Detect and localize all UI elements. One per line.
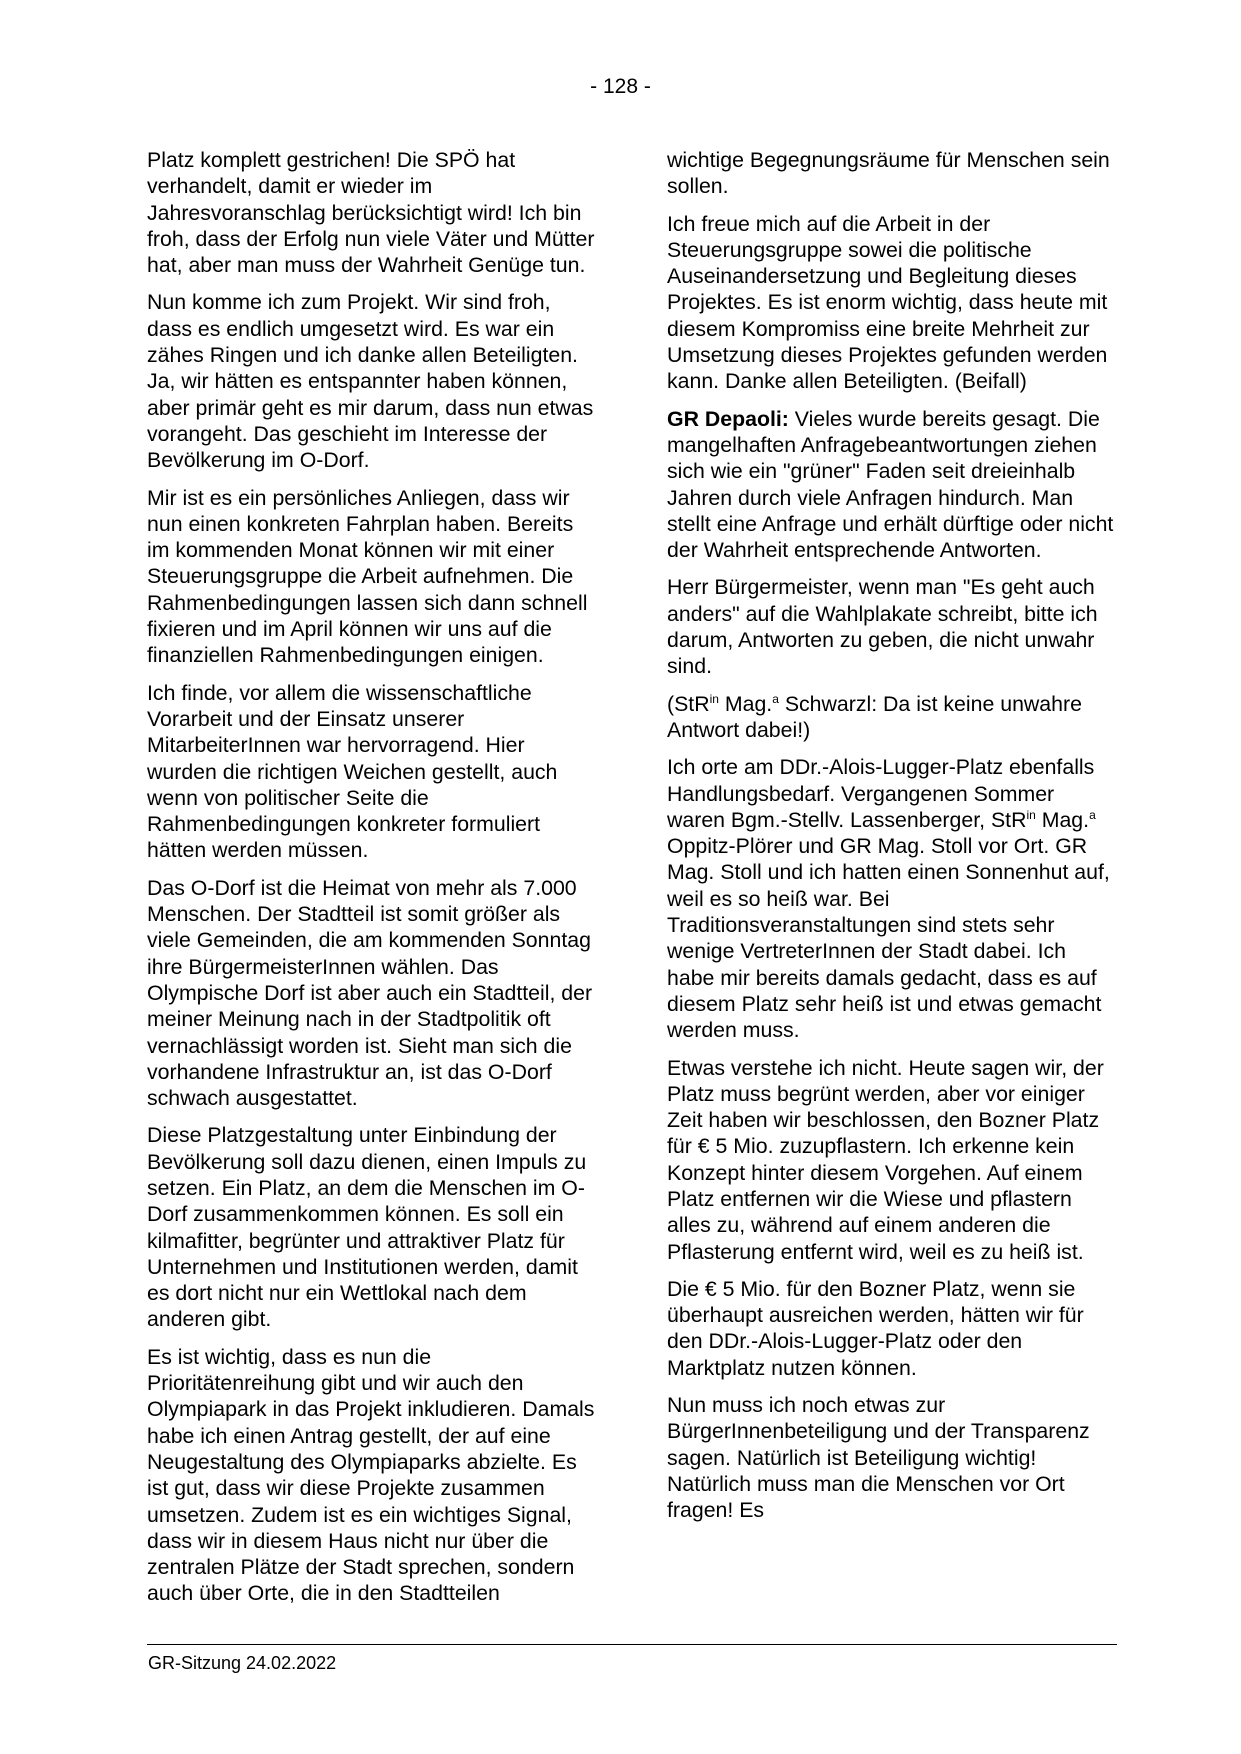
- page-number: - 128 -: [590, 75, 651, 98]
- paragraph: Ich finde, vor allem die wissenschaftliche Vorarbeit und der Einsatz unserer MitarbeiterInnen war hervorragend. Hier wurden die richtigen Weichen gestellt, auch wenn von politischer Seite die Rahmenbedingungen konkreter formuliert hätten werden müssen.: [147, 680, 558, 863]
- paragraph: Nun komme ich zum Projekt. Wir sind froh, dass es endlich umgesetzt wird. Es war ein zähes Ringen und ich danke allen Beteiligten. Ja, wir hätten es entspannter haben können, aber primär geht es mir darum, dass nun etwas vorangeht. Das geschieht im Interesse der Bevölkerung im O-Dorf.: [147, 290, 594, 473]
- footer-divider: [147, 1644, 1117, 1645]
- interjection-text: (StR: [667, 691, 710, 716]
- paragraph: Platz komplett gestrichen! Die SPÖ hat verhandelt, damit er wieder im Jahresvoranschlag berücksichtigt wird! Ich bin froh, dass der Erfolg nun viele Väter und Mütter hat, aber man muss der Wahrheit Genüge tun.: [147, 148, 595, 278]
- superscript: in: [1026, 807, 1036, 822]
- paragraph: Es ist wichtig, dass es nun die Prioritätenreihung gibt und wir auch den Olympiapark in das Projekt inkludieren. Damals habe ich einen Antrag gestellt, der auf eine Neugestaltung des Olympiaparks abzielte. Es ist gut, dass wir diese Projekte zusammen umsetzen. Zudem ist es ein wichtiges Signal, dass wir in diesem Haus nicht nur über die zentralen Plätze der Stadt sprechen, sondern auch über Orte, die in den Stadtteilen: [147, 1344, 595, 1606]
- paragraph: Das O-Dorf ist die Heimat von mehr als 7.000 Menschen. Der Stadtteil ist somit größer als viele Gemeinden, die am kommenden Sonntag ihre BürgermeisterInnen wählen. Das Olympische Dorf ist aber auch ein Stadtteil, der meiner Meinung nach in der Stadtpolitik oft vernachlässigt worden ist. Sieht man sich die vorhandene Infrastruktur an, ist das O-Dorf schwach ausgestattet.: [147, 875, 593, 1111]
- interjection-text: Schwarzl: Da ist keine unwahre Antwort dabei!): [667, 691, 1082, 742]
- right-column: [667, 147, 1117, 1535]
- paragraph: Die € 5 Mio. für den Bozner Platz, wenn sie überhaupt ausreichen werden, hätten wir für den DDr.-Alois-Lugger-Platz oder den Marktplatz nutzen können.: [667, 1276, 1084, 1380]
- paragraph: Nun muss ich noch etwas zur BürgerInnenbeteiligung und der Transparenz sagen. Natürlich ist Beteiligung wichtig! Natürlich muss man die Menschen vor Ort fragen! Es: [667, 1393, 1090, 1523]
- paragraph: Diese Platzgestaltung unter Einbindung der Bevölkerung soll dazu dienen, einen Impuls zu setzen. Ein Platz, an dem die Menschen im O-Dorf zusammenkommen können. Es soll ein kilmafitter, begrünter und attraktiver Platz für Unternehmen und Institutionen werden, damit es dort nicht nur ein Wettlokal nach dem anderen gibt.: [147, 1123, 587, 1332]
- speech-text: Vieles wurde bereits gesagt. Die mangelhaften Anfragebeantwortungen ziehen sich wie ein "grüner" Faden seit dreieinhalb Jahren durch viele Anfragen hindurch. Man stellt eine Anfrage und erhält dürftige oder nicht der Wahrheit entsprechende Antworten.: [667, 406, 1114, 563]
- paragraph-text: Ich orte am DDr.-Alois-Lugger-Platz ebenfalls Handlungsbedarf. Vergangenen Sommer waren Bgm.-Stellv. Lassenberger, StR: [667, 755, 1095, 832]
- superscript: in: [709, 691, 719, 706]
- superscript: a: [1089, 807, 1096, 822]
- paragraph-text: Oppitz-Plörer und GR Mag. Stoll vor Ort. GR Mag. Stoll und ich hatten einen Sonnenhut auf, weil es so heiß war. Bei Traditionsveranstaltungen sind stets sehr wenige VertreterInnen der Stadt dabei. Ich habe mir bereits damals gedacht, dass es auf diesem Platz sehr heiß ist und etwas gemacht werden muss.: [667, 834, 1110, 1043]
- speaker-name: GR Depaoli:: [667, 406, 789, 431]
- paragraph-text: Mag.: [1035, 807, 1090, 832]
- left-column: [147, 147, 597, 1618]
- paragraph: Herr Bürgermeister, wenn man "Es geht auch anders" auf die Wahlplakate schreibt, bitte ich darum, Antworten zu geben, die nicht unwahr sind.: [667, 575, 1098, 679]
- interjection: [667, 691, 1117, 744]
- paragraph: Ich freue mich auf die Arbeit in der Steuerungsgruppe sowei die politische Auseinandersetzung und Begleitung dieses Projektes. Es ist enorm wichtig, dass heute mit diesem Kompromiss eine breite Mehrheit zur Umsetzung dieses Projektes gefunden werden kann. Danke allen Beteiligten. (Beifall): [667, 211, 1108, 394]
- footer-session-date: GR-Sitzung 24.02.2022: [148, 1653, 337, 1673]
- paragraph: Mir ist es ein persönliches Anliegen, dass wir nun einen konkreten Fahrplan haben. Bereits im kommenden Monat können wir mit einer Steuerungsgruppe die Arbeit aufnehmen. Die Rahmenbedingungen lassen sich dann schnell fixieren und im April können wir uns auf die finanziellen Rahmenbedingungen einigen.: [147, 485, 588, 668]
- paragraph: wichtige Begegnungsräume für Menschen sein sollen.: [667, 148, 1110, 199]
- interjection-text: Mag.: [718, 691, 773, 716]
- superscript: a: [772, 691, 779, 706]
- paragraph: [667, 754, 1117, 1043]
- paragraph: Etwas verstehe ich nicht. Heute sagen wir, der Platz muss begrünt werden, aber vor einiger Zeit haben wir beschlossen, den Bozner Platz für € 5 Mio. zuzupflastern. Ich erkenne kein Konzept hinter diesem Vorgehen. Auf einem Platz entfernen wir die Wiese und pflastern alles zu, während auf einem anderen die Pflasterung entfernt wird, weil es zu heiß ist.: [667, 1055, 1104, 1264]
- speech-paragraph: [667, 406, 1117, 564]
